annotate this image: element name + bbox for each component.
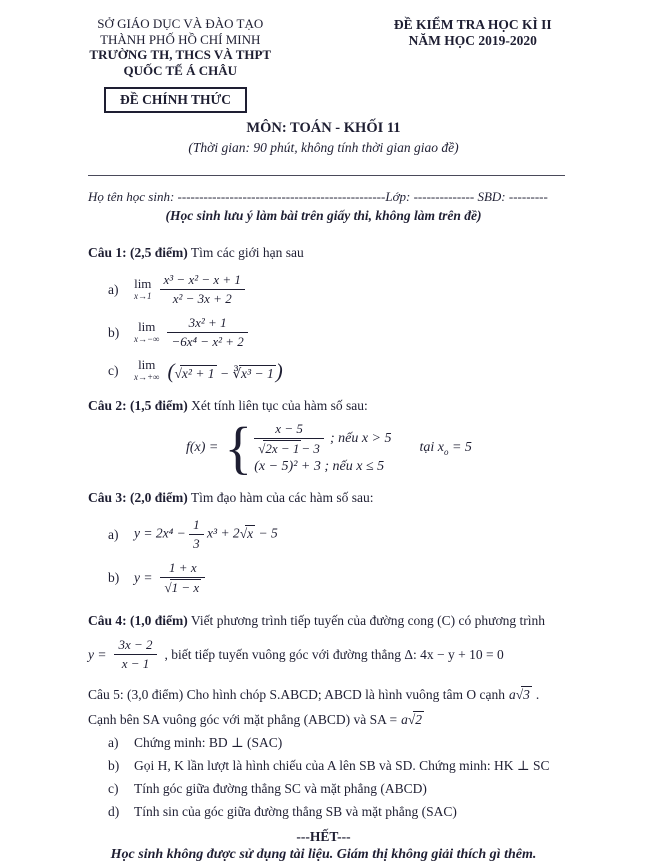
function-lhs: f(x) = [186,440,219,455]
question2-text: Xét tính liên tục của hàm số sau: [187,398,368,413]
item-label: b) [108,324,120,340]
radicand: 1 − x [171,580,200,595]
radicand: x [247,525,254,541]
question4-number: Câu 4: (1,0 điểm) [88,613,188,628]
question5-text: Cho hình chóp S.ABCD; ABCD là hình vuông tâm O cạnh [183,687,505,702]
fraction: $\frac{1}{3}$ [189,517,204,552]
sqrt-icon: √ [164,580,172,595]
school-name-line2: QUỐC TẾ Á CHÂU [123,62,238,78]
minus-sign: − [219,365,230,381]
official-exam-box: ĐỀ CHÍNH THỨC [104,87,247,113]
school-name-line1: TRƯỜNG TH, THCS VÀ THPT [89,47,272,62]
cube-root-icon: ∛ [232,365,242,381]
derivative-expression: y = [134,570,153,585]
open-paren: ( [167,358,175,383]
question5-item [108,758,647,774]
question3-text: Tìm đạo hàm của các hàm số sau: [187,490,374,505]
question5-items [0,735,647,820]
item-text: Tính góc giữa đường thẳng SC và mặt phẳng (ABCD) [134,781,427,796]
sbd-blank: --------- [508,189,548,204]
item-text: Tính sin của góc giữa đường thẳng SB và mặt phẳng (SAC) [134,804,457,819]
question5-number: Câu 5: (3,0 điểm) [88,687,184,702]
case-2: (x − 5)² + 3 ; nếu x ≤ 5 [254,459,385,474]
radicand: 2 [415,712,423,727]
sqrt-icon: √ [174,365,182,381]
sqrt-icon: √ [258,441,266,456]
close-paren: ) [275,358,283,383]
item-text: Gọi H, K lần lượt là hình chiếu của A lên SB và SD. Chứng minh: HK ⊥ SC [134,758,550,773]
exam-title: ĐỀ KIỂM TRA HỌC KÌ II [393,17,552,32]
subject-title: MÔN: TOÁN - KHỐI 11 [246,120,401,136]
radicand: x³ − 1 [241,365,274,381]
student-instruction-note: (Học sinh lưu ý làm bài trên giấy thi, không làm trên đề) [165,208,482,223]
question5-item [108,735,647,751]
curve-lhs: y = [88,646,107,662]
question3-heading [88,489,587,507]
item-label: c) [108,363,119,378]
document-header [34,16,619,78]
question1-item-a [108,272,647,307]
piecewise-cases [254,421,391,475]
city-line: THÀNH PHỐ HỒ CHÍ MINH [100,31,261,47]
exam-title-block [327,16,620,78]
radicand: 2x − 1 [265,441,300,456]
school-year: NĂM HỌC 2019-2020 [408,33,537,48]
piecewise-brace: { [224,415,253,480]
question2-number: Câu 2: (1,5 điểm) [88,398,188,413]
end-marker: ---HẾT--- [296,829,351,844]
question4-heading [88,612,593,630]
period: . [535,687,540,702]
item-label: a) [108,281,119,297]
sqrt-icon: √ [515,687,524,702]
side-length: a√3 [508,687,530,702]
time-limit-note: (Thời gian: 90 phút, không tính thời gian giao đề) [188,140,459,155]
item-label: c) [108,781,119,796]
student-name-label: Họ tên học sinh: [88,189,178,204]
item-label: b) [108,758,120,773]
department-line: SỞ GIÁO DỤC VÀ ĐÀO TẠO [97,16,264,31]
question1-heading [88,244,587,262]
question4-equation [88,637,647,672]
student-name-blank: ------------------------------------------------ [177,189,386,204]
class-label: Lớp: [385,189,414,204]
denominator [160,578,205,596]
class-blank: -------------- [413,189,475,204]
fraction: 1 + x √ 1 − x [160,560,205,596]
continuity-point: tại $x_o = 5$ [419,439,472,457]
limit-expression [167,358,283,383]
fraction: $\frac{\text{x³ − x² − x + 1}}{\text{x² − 3x + 2}}$ [160,272,245,307]
derivative-expression: y = 2x⁴ − $\frac{1}{3}$ x³ + 2√x − 5 [134,517,278,551]
question5-item [108,804,647,820]
item-label: b) [108,570,120,585]
item-text: Chứng minh: BD ⊥ (SAC) [134,735,283,750]
fraction: x − 5 √ 2x − 1 − 3 [254,421,324,457]
case-1-condition: ; nếu x > 5 [329,431,392,446]
sqrt-icon: √ [407,712,416,727]
item-label: a) [108,526,119,542]
student-info-line [88,189,559,205]
issuing-authority-block [34,16,327,78]
footer-instruction: Học sinh không được sử dụng tài liệu. Giám thị không giải thích gì thêm. [110,847,537,862]
question4-text: Viết phương trình tiếp tuyến của đường cong (C) có phương trình [187,613,545,628]
limit-operator: lim x→1 [134,275,152,301]
item-label: a) [108,735,119,750]
case-1 [254,421,391,457]
question5-heading [88,687,647,703]
fraction: $\frac{\text{3x² + 1}}{\text{−6x⁴ − x² + 2}}$ [167,315,247,350]
subscript: o [443,446,449,457]
question1-text: Tìm các giới hạn sau [187,245,304,260]
question2-heading [88,397,587,415]
question5-item [108,781,647,797]
limit-operator: lim x→+∞ [134,357,160,382]
question3-number: Câu 3: (2,0 điểm) [88,490,188,505]
question3-item-a [108,517,647,552]
sqrt-icon: √ [239,525,248,541]
radicand: x² + 1 [181,365,215,381]
question1-item-c [108,358,647,384]
question4-tail: , biết tiếp tuyến vuông góc với đường thẳng Δ: 4x − y + 10 = 0 [164,646,504,662]
question1-number: Câu 1: (2,5 điểm) [88,245,188,260]
limit-operator: lim x→−∞ [134,318,160,344]
radicand: 3 [523,687,530,702]
question1-item-b [108,315,647,350]
item-label: d) [108,804,120,819]
question5-line2-text: Cạnh bên SA vuông góc với mặt phẳng (ABCD) và SA = [88,712,398,727]
sbd-label: SBD: [474,189,509,204]
fraction: $\frac{3x - 2}{x - 1}$ [114,637,156,672]
piecewise-function [186,415,647,480]
separator-rule [88,175,565,176]
question3-item-b [108,560,647,596]
question5-line2 [88,712,647,728]
denominator: √ 2x − 1 − 3 [258,441,320,456]
sa-length: a√2 [401,712,423,727]
